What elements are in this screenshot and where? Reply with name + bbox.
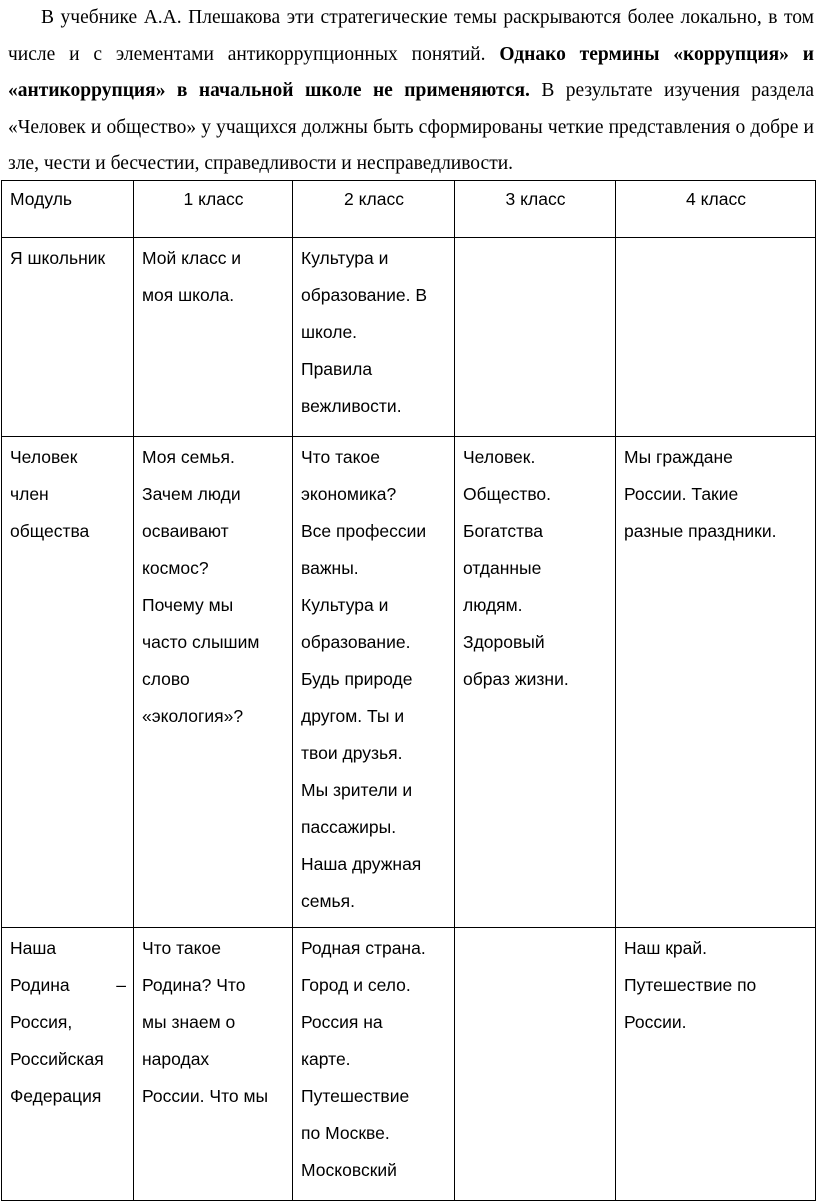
header-grade-2: 2 класс: [293, 181, 455, 238]
cell-line: Человек.: [463, 447, 536, 467]
cell-line: образование. В: [301, 285, 427, 305]
cell-grade-2: [293, 238, 455, 437]
cell-line: часто слышим: [142, 632, 260, 652]
cell-line: Наша: [10, 938, 57, 958]
cell-line: «экология»?: [142, 706, 244, 726]
cell-line: Моя семья.: [142, 447, 235, 467]
intro-paragraph: [8, 0, 814, 183]
cell-line: Все профессии: [301, 521, 427, 541]
cell-line: слово: [142, 669, 190, 689]
cell-line: Наш край.: [624, 938, 708, 958]
cell-line-justified: [10, 967, 126, 1004]
cell-line: Мы зрители и: [301, 780, 413, 800]
cell-line: Общество.: [463, 484, 552, 504]
cell-line: Что такое: [301, 447, 380, 467]
cell-module: [2, 437, 134, 928]
cell-line: космос?: [142, 558, 209, 578]
cell-module: [2, 238, 134, 437]
cell-line: Что такое: [142, 938, 221, 958]
table-header-row: [2, 181, 816, 238]
header-grade-1: 1 класс: [134, 181, 293, 238]
cell-line: Я школьник: [10, 248, 106, 268]
cell-line: карте.: [301, 1049, 351, 1069]
table-row: [2, 238, 816, 437]
cell-grade-3-empty: [455, 928, 616, 1201]
cell-line: Мы граждане: [624, 447, 733, 467]
curriculum-table: [1, 180, 816, 1201]
cell-line: Правила: [301, 359, 373, 379]
intro-text-start: В учебнике А.А. Плешакова эти стратегические темы раскрываются более локально, в том числе и с элементами антикоррупционных понятий.: [8, 7, 814, 65]
cell-line: Богатства: [463, 521, 543, 541]
cell-line: важны.: [301, 558, 359, 578]
cell-line: отданные: [463, 558, 542, 578]
cell-line: твои друзья.: [301, 743, 403, 763]
cell-line: разные праздники.: [624, 521, 777, 541]
cell-line: России. Такие: [624, 484, 739, 504]
cell-line: Родная страна.: [301, 938, 426, 958]
cell-line: Будь природе: [301, 669, 413, 689]
cell-line: Наша дружная: [301, 854, 422, 874]
cell-grade-4: [616, 928, 816, 1201]
cell-line: осваивают: [142, 521, 229, 541]
cell-grade-1: [134, 437, 293, 928]
cell-grade-4-empty: [616, 238, 816, 437]
cell-grade-1: [134, 928, 293, 1201]
cell-line: России. Что мы: [142, 1086, 269, 1106]
cell-line: людям.: [463, 595, 523, 615]
header-grade-4: 4 класс: [616, 181, 816, 238]
cell-line: Московский: [301, 1160, 397, 1180]
cell-word: –: [116, 975, 126, 995]
cell-line: Мой класс и: [142, 248, 242, 268]
table-row: [2, 437, 816, 928]
cell-grade-3-empty: [455, 238, 616, 437]
cell-grade-3: [455, 437, 616, 928]
intro-text-end: В результате изучения раздела «Человек и общество» у учащихся должны быть сформированы четкие представления о добре и зле, чести и бесчестии, справедливости и несправедливости.: [8, 80, 814, 174]
cell-grade-2: [293, 928, 455, 1201]
cell-grade-2: [293, 437, 455, 928]
cell-line: мы знаем о: [142, 1012, 236, 1032]
cell-grade-4: [616, 437, 816, 928]
cell-line: по Москве.: [301, 1123, 390, 1143]
cell-line: Здоровый: [463, 632, 545, 652]
cell-line: семья.: [301, 891, 355, 911]
table-row: [2, 928, 816, 1201]
cell-line: член: [10, 484, 49, 504]
cell-word: Родина: [10, 975, 70, 995]
cell-line: школе.: [301, 322, 358, 342]
cell-line: России.: [624, 1012, 687, 1032]
cell-line: народах: [142, 1049, 210, 1069]
cell-line: Зачем люди: [142, 484, 241, 504]
cell-line: Родина? Что: [142, 975, 246, 995]
cell-line: Почему мы: [142, 595, 234, 615]
cell-line: образ жизни.: [463, 669, 569, 689]
cell-line: вежливости.: [301, 396, 402, 416]
cell-line: Россия,: [10, 1012, 73, 1032]
cell-line: Культура и: [301, 595, 389, 615]
intro-bold-statement: Однако термины «коррупция» и «антикоррупция» в начальной школе не применяются.: [8, 43, 815, 101]
cell-line: образование.: [301, 632, 411, 652]
cell-line: Путешествие по: [624, 975, 757, 995]
cell-grade-1: [134, 238, 293, 437]
cell-line: Федерация: [10, 1086, 102, 1106]
cell-line: моя школа.: [142, 285, 235, 305]
cell-line: Россия на: [301, 1012, 383, 1032]
cell-line: Российская: [10, 1049, 104, 1069]
cell-line: Город и село.: [301, 975, 411, 995]
cell-line: Путешествие: [301, 1086, 410, 1106]
cell-line: пассажиры.: [301, 817, 397, 837]
cell-line: другом. Ты и: [301, 706, 405, 726]
cell-line: Культура и: [301, 248, 389, 268]
cell-line: общества: [10, 521, 90, 541]
cell-line: Человек: [10, 447, 78, 467]
header-grade-3: 3 класс: [455, 181, 616, 238]
header-module: Модуль: [2, 181, 134, 238]
cell-line: экономика?: [301, 484, 397, 504]
cell-module: [2, 928, 134, 1201]
